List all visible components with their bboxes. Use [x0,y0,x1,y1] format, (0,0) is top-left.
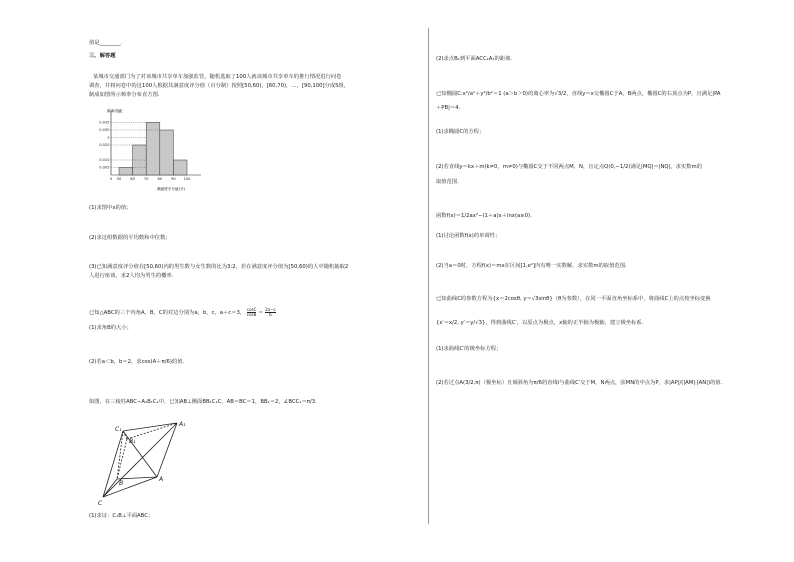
frequency-histogram [91,107,211,192]
q1-part3-line1: (3)已知满意度评分值在[50,60)内的男生数与女生数的比为3:2，若在满意度评分值为[50,60)的人中随机抽取2 [89,264,349,270]
q3-part2: (2)求点B₁到平面ACC₁A₁的距离. [436,56,513,62]
q6-intro: 已知曲线C的参数方程为{x＝2cosθ, y＝√3sinθ}（θ为参数），在同一平面直角坐标系中，将曲线C上的点按坐标变换 [436,296,711,302]
histogram-bar [119,168,133,176]
histogram-bar [160,130,174,175]
q1-part3-line2: 人进行座谈，求2人均为男生的概率. [89,273,174,279]
y-tick-label: 0.005 [99,165,110,170]
label-a: A [159,476,164,483]
q2-frac-den: cosB [246,312,257,317]
x-tick-label: 0 [109,177,113,181]
fill-blank-tail: 值是________. [89,40,123,46]
x-tick-label: 70 [143,177,149,181]
y-tick-label: 0.030 [99,128,110,133]
histogram-ylabel: 频率/组距 [107,109,123,113]
q2-intro-text: 已知△ABC的三个内角A，B，C的对边分别为a，b，c，a＋c＝3， [89,310,246,316]
label-b: B [119,480,124,487]
y-tick-label: 0.010 [99,158,110,163]
q2-frac2-den: b [269,312,272,317]
section-title: 三、解答题 [89,53,116,59]
q2-frac2-num: 2a−c [265,307,276,312]
q1-part1: (1)求图中x的值； [89,205,132,211]
q2-frac-num: cosC [246,307,257,312]
q1-intro-line2: 调查，并将问卷中的这100人根据其满意度评分值（百分制）按照[50,60)，[60,70)，…，[90,100]分成5组， [89,83,350,89]
q4-part1: (1)求椭圆C的方程； [436,129,485,135]
q4-part2b: 取值范围. [436,179,459,185]
q2-fraction2 [265,308,276,317]
q2-eq: ＝ [258,310,264,316]
prism-diagram [95,417,195,507]
q2-fraction [247,308,257,317]
q1-intro-line1: 某城市交通部门为了对该城市共享单车加强监管，随机选取了100人就该城市共享单车的推行情况进行问卷 [93,74,342,80]
q3-intro: 如图，在三棱柱ABC−A₁B₁C₁中，已知AB⊥侧面BB₁C₁C，AB＝BC＝1，BB₁＝2，∠BCC₁＝π/3. [89,399,317,405]
y-tick-label: x [107,135,110,140]
histogram-xlabel: 满意度平分值(分) [157,187,185,191]
histogram-bar [173,160,187,175]
q4-intro: 已知椭圆C:x²/a²＋y²/b²＝1 (a＞b＞0)的离心率为√3/2，直线y＝x交椭圆C于A，B两点，椭圆C的右顶点为P，且满足|PA [436,91,721,97]
q2-part1: (1)求角B的大小； [89,325,132,331]
label-c: C [98,500,103,507]
x-tick-label: 90 [171,177,176,181]
q3-part1: (1)求证：C₁B⊥平面ABC； [89,513,154,519]
q6-part2: (2)若过点A(3/2,π)（极坐标）且倾斜角为π/6的直线l与曲线C′交于M，N两点，弦MN的中点为P，求|AP|/(|AM|·|AN|)的值. [436,380,723,386]
edge-c1-a1 [123,423,177,431]
column-divider [428,28,429,524]
edge-a1-a [157,423,177,477]
x-tick-label: 50 [116,177,122,181]
y-tick-label: 0.035 [99,120,110,125]
q2-intro [89,308,276,317]
label-c1: C₁ [115,426,122,433]
x-tick-label: 100 [183,177,191,181]
q1-intro-line3: 制成如图所示频率分布直方图. [89,92,160,98]
q6-intro2: {x′＝x/2, y′＝y/√3}，得到曲线C′，以原点为极点，x轴的正半轴为极轴，建立极坐标系. [436,320,644,326]
y-tick-label: 0.020 [99,143,110,148]
edge-c1-b-dash [117,431,123,479]
label-b1: B₁ [129,438,136,445]
q4-intro2: ＋PB|＝4. [436,105,461,111]
q2-part2: (2)若a＜b，b＝2，求cos(A＋π/6)的值. [89,359,185,365]
q6-part1: (1)求曲线C′的极坐标方程； [436,346,502,352]
q4-part2: (2)若直线y＝kx＋m(k≠0，m≠0)与椭圆C交于不同两点M，N，且定点Q(0,−1/2)满足|MQ|＝|NQ|，求实数m的 [436,164,703,170]
x-tick-label: 80 [157,177,163,181]
label-a1: A₁ [179,421,186,428]
q5-intro: 函数f(x)＝1/2ax²−(1＋a)x＋lnx(a≥0). [436,213,532,219]
histogram-bar [146,123,160,176]
q5-part2: (2)当a＝0时，方程f(x)＝mx在区间[1,e²]内有唯一实数解，求实数m的取值范围. [436,263,627,269]
q1-part2: (2)求这组数据的平均数和中位数； [89,235,171,241]
x-tick-label: 60 [130,177,135,181]
histogram-bars [119,123,187,176]
q5-part1: (1)讨论函数f(x)的单调性； [436,233,501,239]
